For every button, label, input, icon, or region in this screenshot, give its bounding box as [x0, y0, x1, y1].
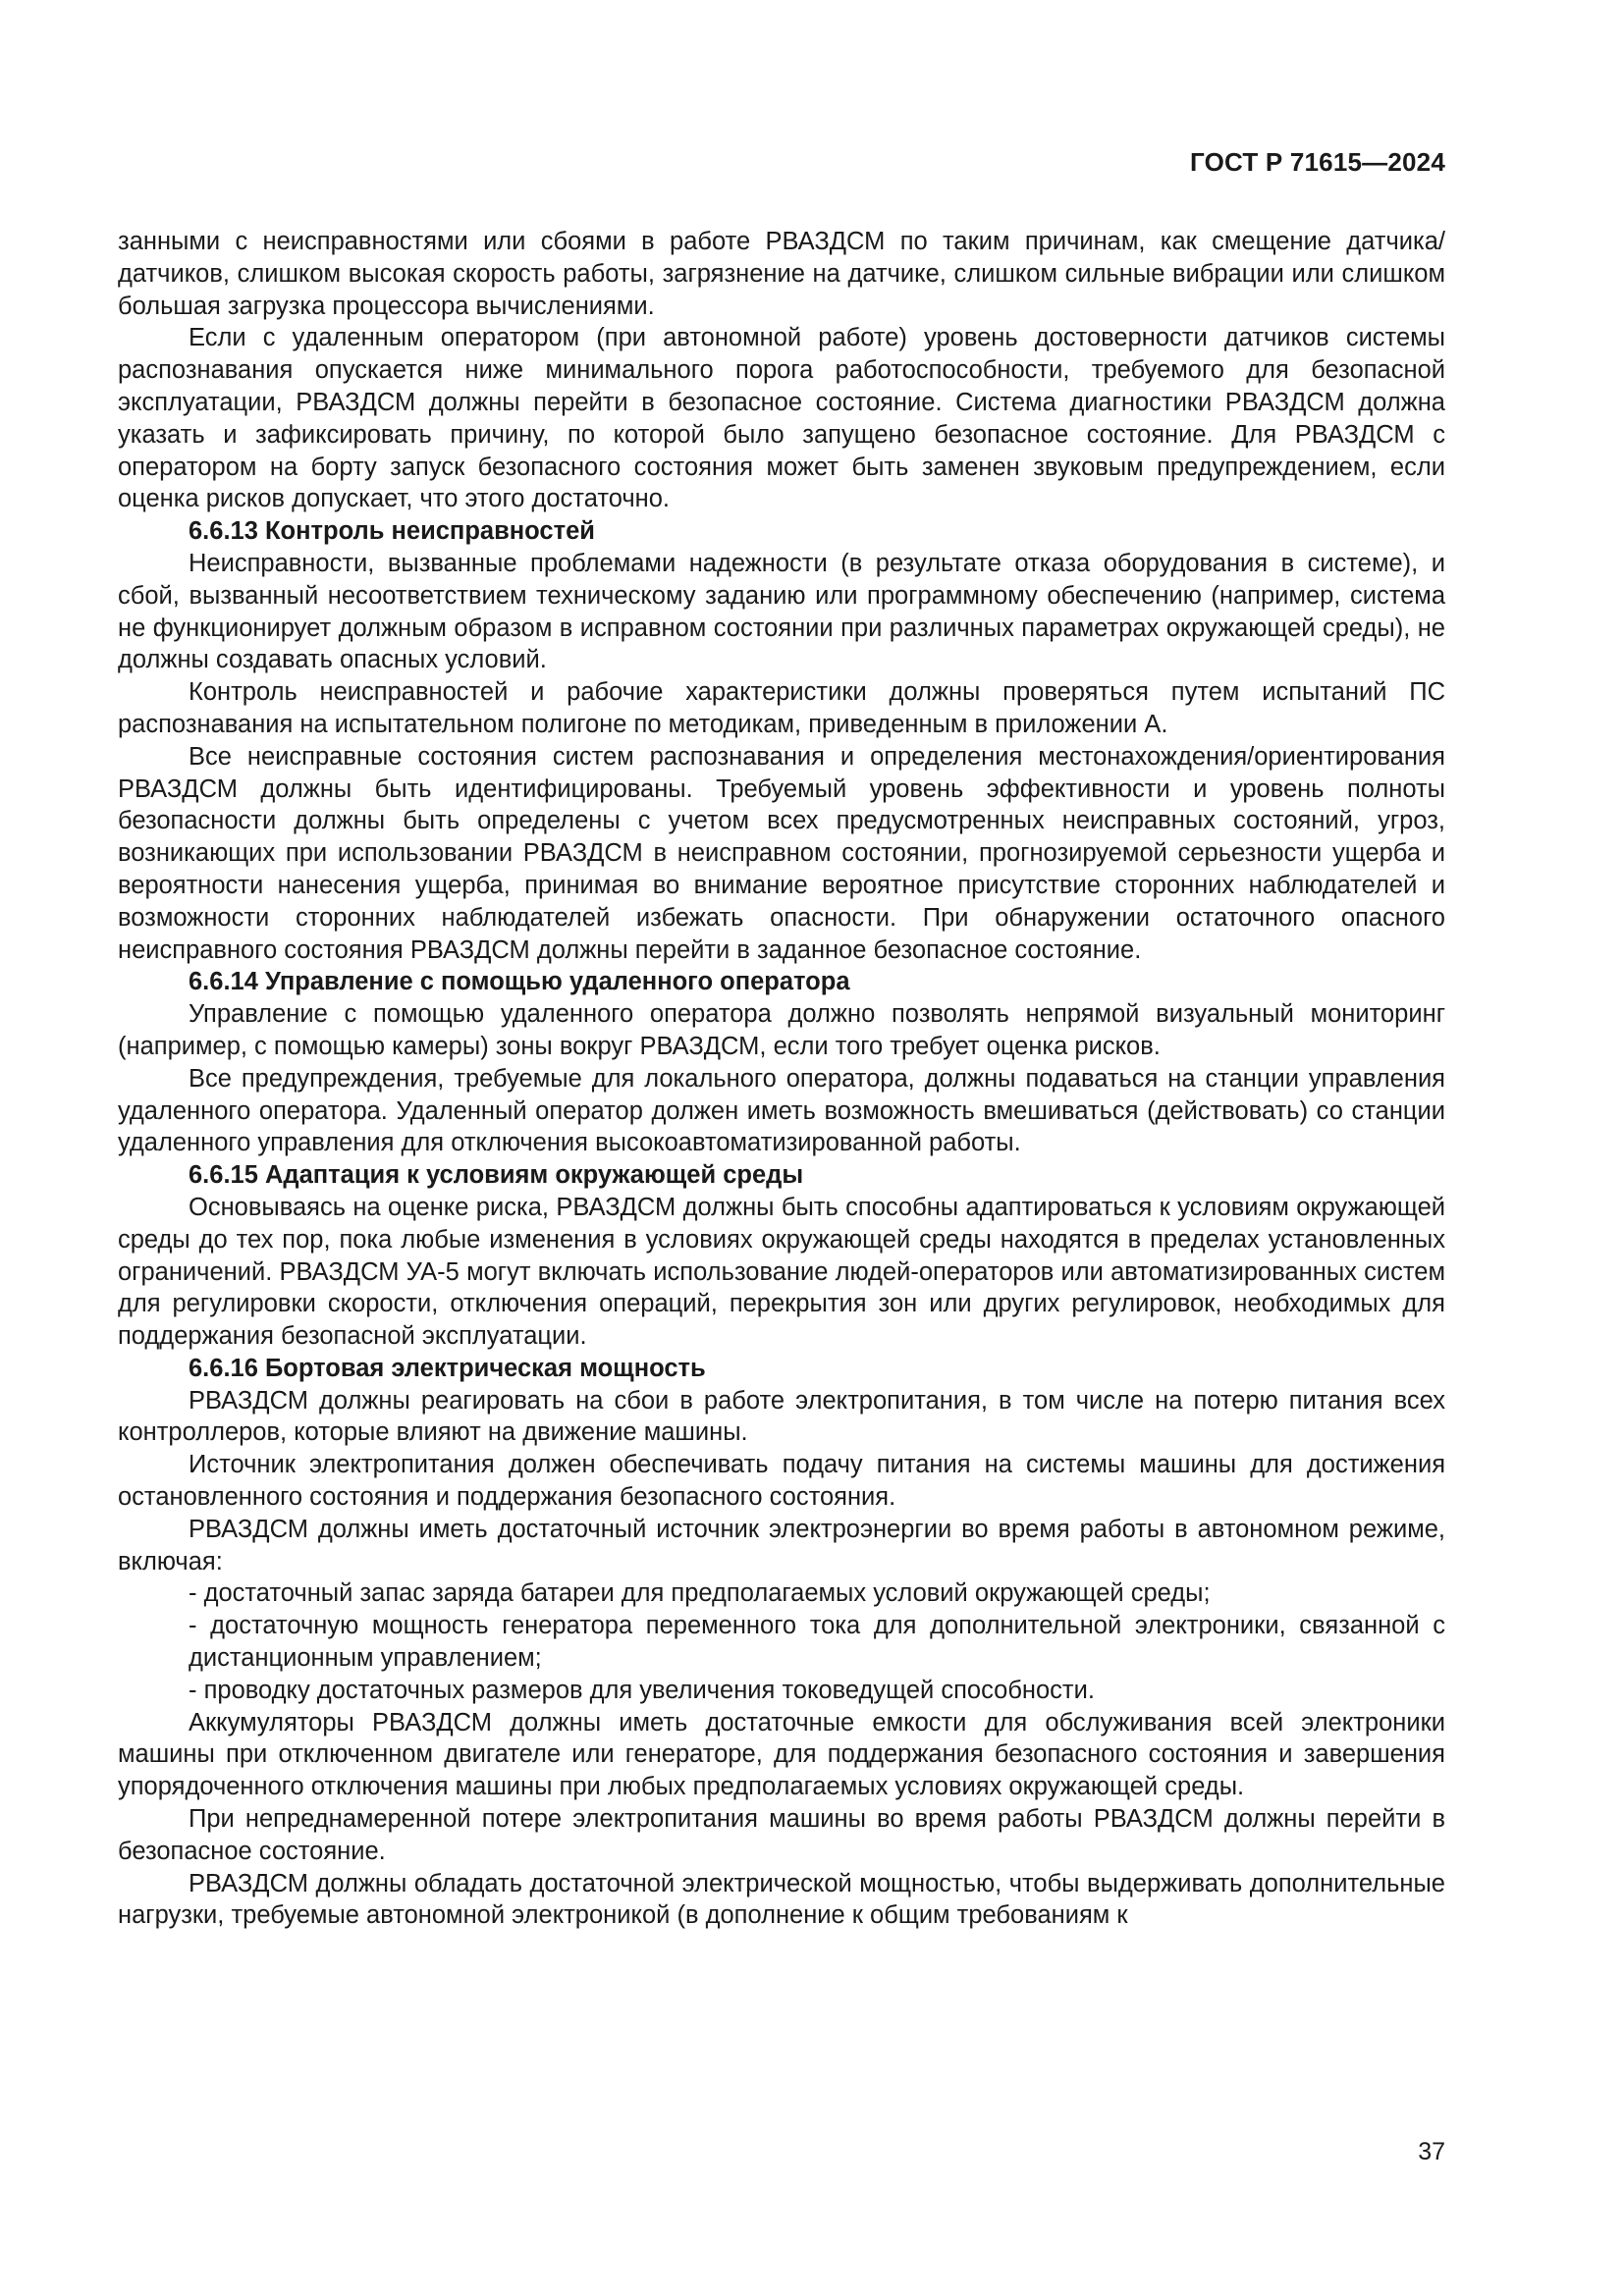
section-heading-6-6-16: 6.6.16 Бортовая электрическая мощность — [189, 1354, 706, 1382]
page-body — [118, 226, 1445, 1932]
section-heading-6-6-14: 6.6.14 Управление с помощью удаленного оператора — [189, 968, 850, 996]
section-heading-6-6-15: 6.6.15 Адаптация к условиям окружающей среды — [189, 1161, 804, 1190]
document-id: ГОСТ Р 71615—2024 — [1190, 147, 1445, 177]
paragraph: Если с удаленным оператором (при автономной работе) уровень достоверности датчиков системы распознавания опускается ниже минимального порога работоспособности, требуемого для безопасной эксплуатации, РВАЗДСМ должны перейти в безопасное состояние. Система диагностики РВАЗДСМ должна указать и зафиксировать причину, по которой было запущено безопасное состояние. Для РВАЗДСМ с оператором на борту запуск безопасного состояния может быть заменен звуковым предупреждением, если оценка рисков допускает, что этого достаточно. — [118, 324, 1445, 513]
list-item: - достаточную мощность генератора переменного тока для дополнительной электроники, связанной с дистанционным управлением; — [189, 1612, 1445, 1673]
paragraph: занными с неисправностями или сбоями в работе РВАЗДСМ по таким причинам, как смещение датчика/датчиков, слишком высокая скорость работы, загрязнение на датчике, слишком сильные вибрации или слишком большая загрузка процессора вычислениями. — [118, 228, 1445, 320]
paragraph: Аккумуляторы РВАЗДСМ должны иметь достаточные емкости для обслуживания всей электроники машины при отключенном двигателе или генераторе, для поддержания безопасного состояния и завершения упорядоченного отключения машины при любых предполагаемых условиях окружающей среды. — [118, 1708, 1445, 1801]
paragraph: РВАЗДСМ должны реагировать на сбои в работе электропитания, в том числе на потерю питания всех контроллеров, которые влияют на движение машины. — [118, 1386, 1445, 1447]
page-number: 37 — [1418, 2138, 1445, 2165]
paragraph: Источник электропитания должен обеспечивать подачу питания на системы машины для достижения остановленного состояния и поддержания безопасного состояния. — [118, 1451, 1445, 1512]
paragraph: Управление с помощью удаленного оператора должно позволять непрямой визуальный мониторинг (например, с помощью камеры) зоны вокруг РВАЗДСМ, если того требует оценка рисков. — [118, 1000, 1445, 1060]
list-item: - достаточный запас заряда батареи для предполагаемых условий окружающей среды; — [189, 1579, 1211, 1608]
section-heading-6-6-13: 6.6.13 Контроль неисправностей — [189, 517, 595, 546]
paragraph: Основываясь на оценке риска, РВАЗДСМ должны быть способны адаптироваться к условиям окружающей среды до тех пор, пока любые изменения в условиях окружающей среды находятся в пределах установленных ограничений. РВАЗДСМ УА-5 могут включать использование людей-операторов или автоматизированных систем для регулировки скорости, отключения операций, перекрытия зон или других регулировок, необходимых для поддержания безопасной эксплуатации. — [118, 1193, 1445, 1351]
paragraph: При непреднамеренной потере электропитания машины во время работы РВАЗДСМ должны перейти в безопасное состояние. — [118, 1805, 1445, 1865]
paragraph: Неисправности, вызванные проблемами надежности (в результате отказа оборудования в системе), и сбой, вызванный несоответствием техническому заданию или программному обеспечению (например, система не функционирует должным образом в исправном состоянии при различных параметрах окружающей среды), не должны создавать опасных условий. — [118, 549, 1445, 674]
paragraph: РВАЗДСМ должны иметь достаточный источник электроэнергии во время работы в автономном режиме, включая: — [118, 1515, 1445, 1575]
paragraph: Все предупреждения, требуемые для локального оператора, должны подаваться на станции управления удаленного оператора. Удаленный оператор должен иметь возможность вмешиваться (действовать) со станции удаленного управления для отключения высокоавтоматизированной работы. — [118, 1064, 1445, 1157]
paragraph: Контроль неисправностей и рабочие характеристики должны проверяться путем испытаний ПС распознавания на испытательном полигоне по методикам, приведенным в приложении А. — [118, 678, 1445, 738]
paragraph: РВАЗДСМ должны обладать достаточной электрической мощностью, чтобы выдерживать дополнительные нагрузки, требуемые автономной электроникой (в дополнение к общим требованиям к — [118, 1869, 1445, 1930]
paragraph: Все неисправные состояния систем распознавания и определения местонахождения/ориентирования РВАЗДСМ должны быть идентифицированы. Требуемый уровень эффективности и уровень полноты безопасности должны быть определены с учетом всех предусмотренных неисправных состояний, угроз, возникающих при использовании РВАЗДСМ в неисправном состоянии, прогнозируемой серьезности ущерба и вероятности нанесения ущерба, принимая во внимание вероятное присутствие сторонних наблюдателей и возможности сторонних наблюдателей избежать опасности. При обнаружении остаточного опасного неисправного состояния РВАЗДСМ должны перейти в заданное безопасное состояние. — [118, 742, 1445, 964]
list-item: - проводку достаточных размеров для увеличения токоведущей способности. — [189, 1676, 1095, 1704]
